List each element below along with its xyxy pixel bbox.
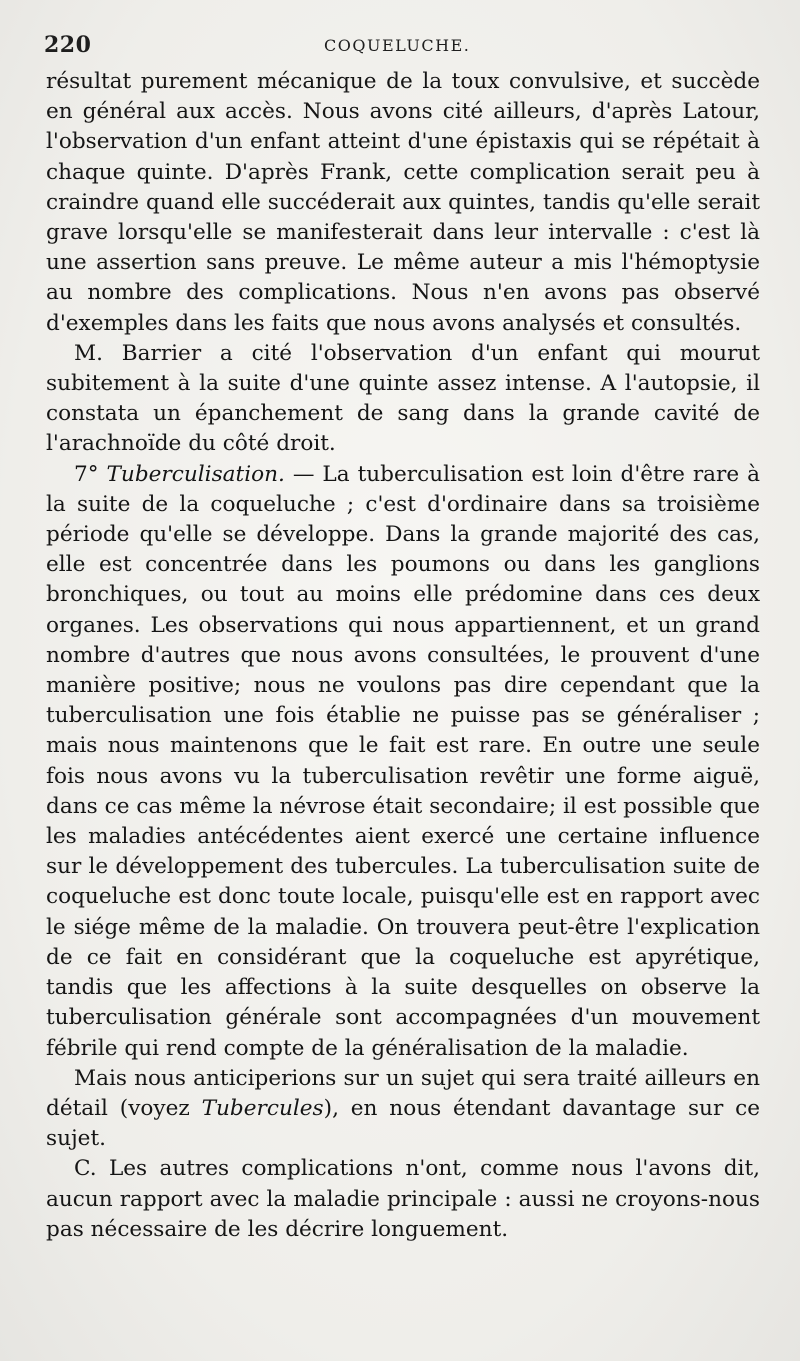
- body-text: [46, 67, 760, 1245]
- paragraph-other-complications: C. Les autres complications n'ont, comme nous l'avons dit, aucun rapport avec la maladie principale : aussi ne croyons-nous pas nécessaire de les décrire longuement.: [46, 1156, 760, 1242]
- section-number: 7°: [74, 461, 107, 487]
- paragraph-text: Mais nous anticiperions sur un sujet qui sera traité ailleurs en détail (voyez: [46, 1065, 760, 1121]
- paragraph-text: — La tuberculisation est loin d'être rare à la suite de la coqueluche ; c'est d'ordinaire dans sa troisième période qu'elle se développe. Dans la grande majorité des cas, elle est concentrée dans les poumons ou dans les ganglions bronchiques, ou tout au moins elle prédomine dans ces deux organes. Les observations qui nous appartiennent, et un grand nombre d'autres que nous avons consultées, le prouvent d'une manière positive; nous ne voulons pas dire cependant que la tuberculisation une fois établie ne puisse pas se généraliser ; mais nous maintenons que le fait est rare. En outre une seule fois nous avons vu la tuberculisation revêtir une forme aiguë, dans ce cas même la névrose était secondaire; il est possible que les maladies antécédentes aient exercé une certaine influence sur le développement des tubercules. La tuberculisation suite de coqueluche est donc toute locale, puisqu'elle est en rapport avec le siége même de la maladie. On trouvera peut-être l'explication de ce fait en considérant que la coqueluche est apyrétique, tandis que les affections à la suite desquelles on observe la tuberculisation générale sont accompagnées d'un mouvement fébrile qui rend compte de la généralisation de la maladie.: [46, 461, 760, 1061]
- paragraph-barrier: M. Barrier a cité l'observation d'un enfant qui mourut subitement à la suite d'une quinte assez intense. A l'autopsie, il constata un épanchement de sang dans la grande cavité de l'arachnoïde du côté droit.: [46, 340, 760, 457]
- section-heading: Tuberculisation.: [106, 461, 285, 487]
- paragraph-tuberculisation: [46, 460, 760, 1064]
- page-number: 220: [44, 32, 92, 58]
- paragraph-text: ), en nous étendant davantage sur ce sujet.: [46, 1095, 760, 1152]
- cross-reference: Tubercules: [201, 1095, 324, 1121]
- paragraph-anticipation: [46, 1064, 760, 1155]
- paragraph-hemorrhage-end: résultat purement mécanique de la toux convulsive, et succède en général aux accès. Nous avons cité ailleurs, d'après Latour, l'observation d'un enfant atteint d'une épistaxis qui se répétait à chaque quinte. D'après Frank, cette complication serait peu à craindre quand elle succéderait aux quintes, tandis qu'elle serait grave lorsqu'elle se manifesterait dans leur intervalle : c'est là une assertion sans preuve. Le même auteur a mis l'hémoptysie au nombre des complications. Nous n'en avons pas observé d'exemples dans les faits que nous avons analysés et consultés.: [46, 69, 760, 336]
- page-header: [44, 32, 759, 62]
- running-head: COQUELUCHE.: [324, 36, 471, 55]
